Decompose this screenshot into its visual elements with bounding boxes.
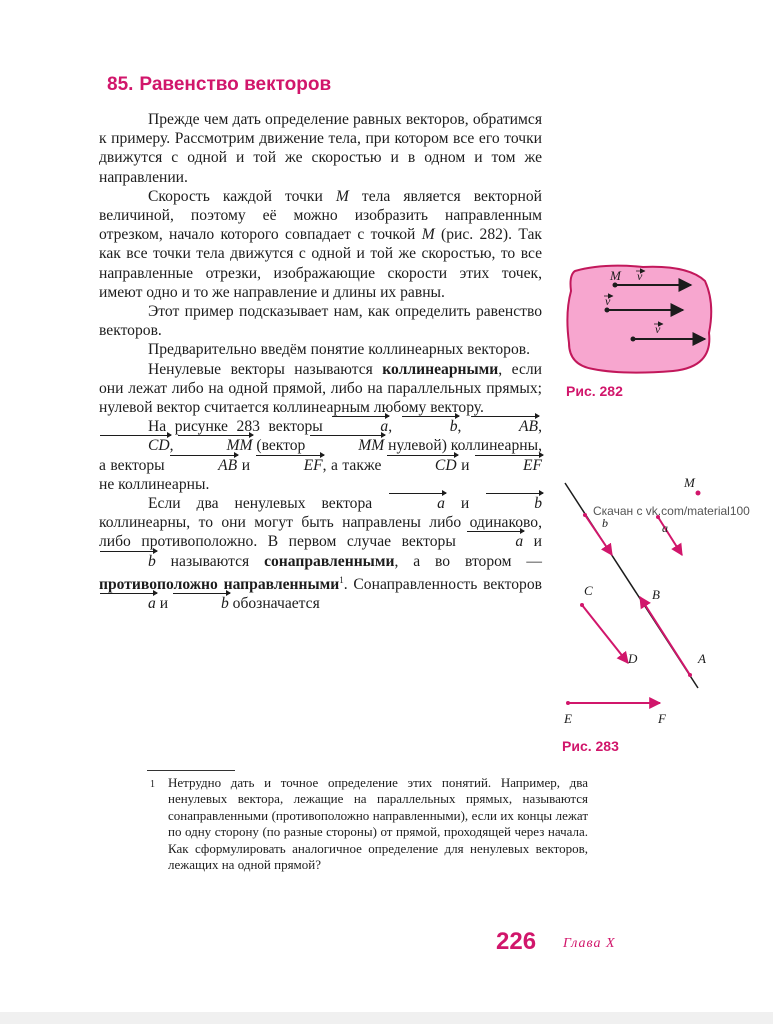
paragraph-3: Этот пример подсказывает нам, как определить равенство векторов. — [99, 303, 542, 340]
label-v-1: v — [637, 269, 643, 283]
paragraph-5: Ненулевые векторы называются коллинеарными, если они лежат либо на одной прямой, либо на параллельных прямых; нулевой вектор считается коллинеарным любому вектору. — [99, 360, 542, 417]
point-c-dot — [580, 603, 584, 607]
figure-283-caption: Рис. 283 — [562, 738, 619, 754]
section-title — [107, 74, 331, 96]
section-title-text: Равенство векторов — [139, 74, 332, 95]
vector-a: a — [466, 532, 523, 551]
point-e-dot — [566, 701, 570, 705]
point-3 — [631, 337, 636, 342]
paragraph-6: На рисунке 283 векторы a, b, AB, CD, MM (вектор MM нулевой) коллинеарны, а векторы AB и EF, а также CD и EF не коллинеарны. — [99, 418, 542, 493]
footnote-text: Нетрудно дать и точное определение этих понятий. Например, два ненулевых вектора, лежащие на параллельных прямых, называются сонаправленными (противоположно направленными), если их концы лежат по одну сторону (по разные стороны) от прямой, проходящей через начала. Как сформулировать аналогичное определение для ненулевых векторов, лежащих на одной прямой? — [168, 775, 588, 873]
vector-cd: CD — [386, 456, 457, 475]
point-a-dot — [688, 673, 692, 677]
label-e: E — [564, 711, 572, 726]
figure-282 — [563, 263, 723, 378]
section-number: 85. — [107, 74, 134, 95]
label-b-point: B — [652, 587, 660, 602]
paragraph-1: Прежде чем дать определение равных векторов, обратимся к примеру. Рассмотрим движение тела, при котором все его точки движутся с одной и той же скоростью и в одном и том же направлении. — [99, 111, 542, 186]
label-b: b — [602, 516, 608, 530]
vector-a: a — [388, 494, 445, 513]
main-text — [99, 110, 542, 613]
label-c: C — [584, 583, 593, 598]
label-m: M — [684, 475, 695, 490]
watermark: Скачан с vk.com/material100 — [593, 504, 750, 518]
vector-a: a — [99, 594, 156, 613]
label-m: M — [610, 268, 621, 283]
paragraph-4: Предварительно введём понятие коллинеарных векторов. — [148, 341, 531, 359]
bottom-strip — [0, 1012, 773, 1024]
footnote-ref: 1 — [339, 574, 344, 585]
vector-b: b — [172, 594, 229, 613]
vector-b: b — [485, 494, 542, 513]
label-a: a — [662, 521, 668, 535]
term-opposite: противоположно направленными — [99, 575, 340, 593]
point-m — [613, 283, 618, 288]
label-v-2: v — [605, 294, 611, 308]
paragraph-2: Скорость каждой точки M тела является векторной величиной, поэтому её можно изобразить направленным отрезком, начало которого совпадает с точкой M (рис. 282). Так как все точки тела движутся с одной и той же скоростью, то все направленные отрезки, изображающие скорости этих точек, имеют одно и то же направление и длины их равны. — [99, 187, 542, 301]
vector-ab: AB — [169, 456, 237, 475]
vector-mm: MM — [177, 436, 252, 455]
vector-cd: CD — [99, 436, 170, 455]
figure-282-caption: Рис. 282 — [566, 383, 623, 399]
vector-ef: EF — [255, 456, 323, 475]
label-a-point: A — [698, 651, 706, 666]
label-v-3: v — [655, 322, 661, 336]
point-m-dot — [696, 491, 701, 496]
vector-ef: EF — [474, 456, 542, 475]
term-collinear: коллинеарными — [382, 360, 499, 378]
footnote-mark: 1 — [150, 779, 155, 790]
footnote-divider — [147, 770, 235, 771]
paragraph-7: Если два ненулевых вектора a и b коллинеарны, то они могут быть направлены либо одинаково, либо противоположно. В первом случае векторы a и b называются сонаправленными, а во втором — противоположно направленными$^1$. Сонаправленность векторов a и b обозначается — [99, 495, 542, 613]
vector-b: b — [401, 417, 458, 436]
chapter-label: Глава X — [563, 936, 616, 951]
vector-ab-line — [640, 597, 690, 675]
vector-ab: AB — [470, 417, 538, 436]
page-number: 226 — [496, 928, 537, 955]
vector-a: a — [331, 417, 388, 436]
label-f: F — [658, 711, 666, 726]
vector-b-start — [583, 513, 587, 517]
vector-mm: MM — [309, 436, 384, 455]
term-codirected: сонаправленными — [264, 552, 395, 570]
label-d: D — [628, 651, 638, 666]
vector-cd-line — [582, 605, 628, 663]
vector-b: b — [99, 552, 156, 571]
point-2 — [605, 308, 610, 313]
